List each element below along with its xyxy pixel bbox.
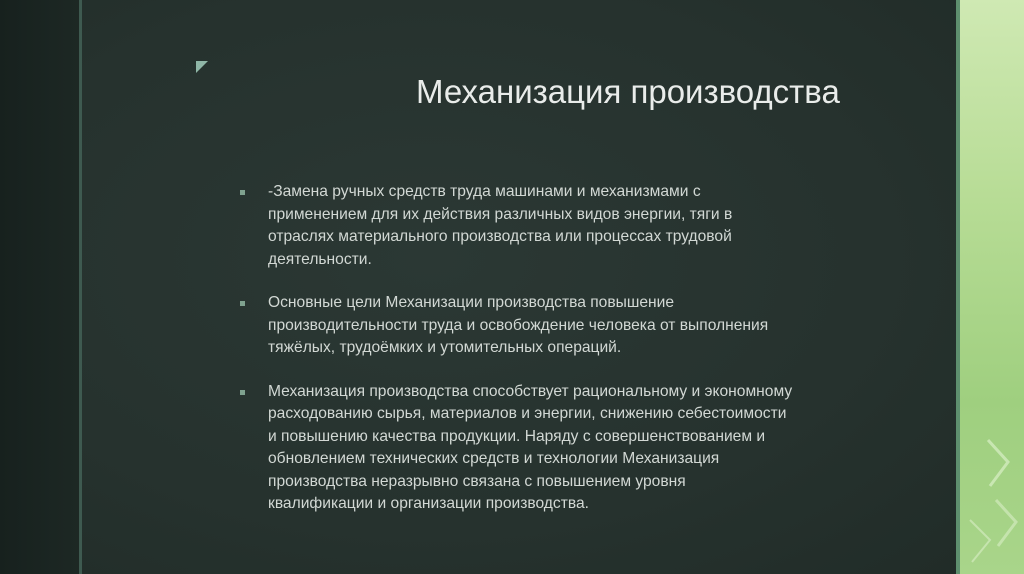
slide-title: Механизация производства xyxy=(416,73,840,110)
triangle-corner-icon xyxy=(196,61,208,73)
square-bullet-icon xyxy=(240,190,245,195)
square-bullet-icon xyxy=(240,301,245,306)
bullet-list xyxy=(240,181,880,537)
left-side-panel xyxy=(0,0,79,574)
square-bullet-icon xyxy=(240,390,245,395)
bullet-text: Механизация производства способствует рациональному и экономному расходованию сырья, материалов и энергии, снижению себестоимости и повышению качества продукции. Наряду с совершенствованием и обновлением технических средств и технологии Механизация производства неразрывно связана с повышением уровня квалификации и организации производства. xyxy=(268,382,793,512)
bullet-text: -Замена ручных средств труда машинами и механизмами с применением для их действия различных видов энергии, тяги в отраслях материального производства или процессах трудовой деятельности. xyxy=(268,183,733,268)
bullet-item xyxy=(240,381,880,516)
decorative-chevrons xyxy=(960,0,1024,574)
bullet-item xyxy=(240,292,880,360)
right-decorative-panel xyxy=(960,0,1024,574)
bullet-text: Основные цели Механизации производства повышение производительности труда и освобождение человека от выполнения тяжёлых, трудоёмких и утомительных операций. xyxy=(268,294,769,356)
bullet-item xyxy=(240,181,880,271)
